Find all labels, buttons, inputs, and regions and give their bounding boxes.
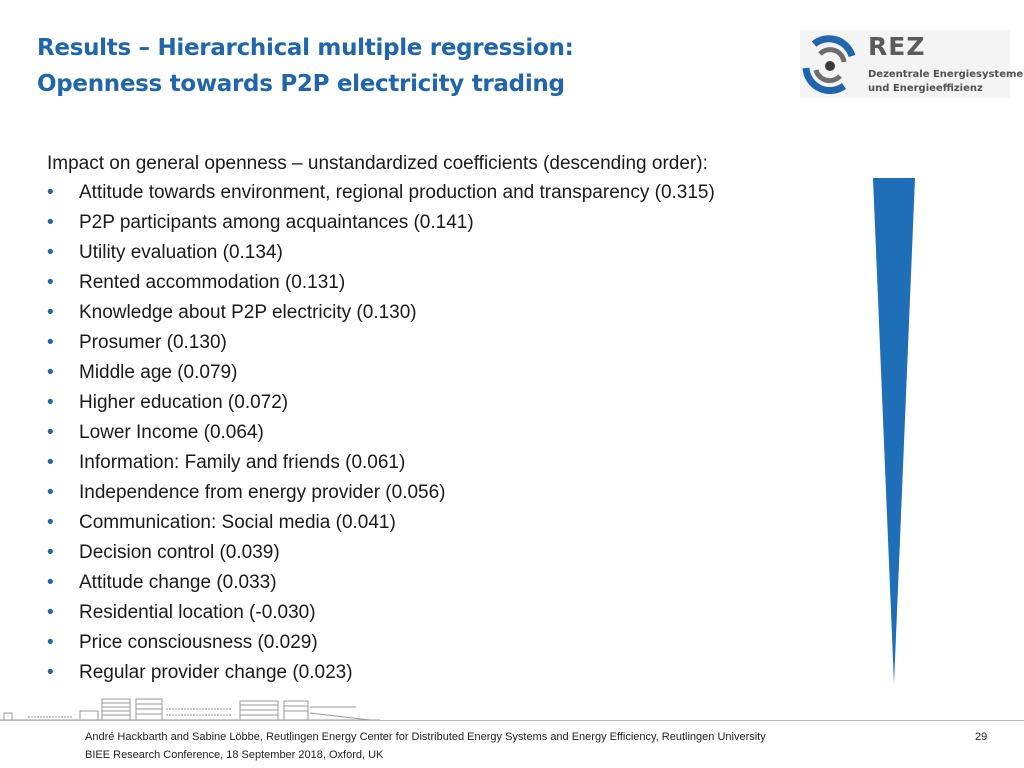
rez-logo xyxy=(800,30,1024,98)
bullet-icon: • xyxy=(47,362,54,383)
page-number: 29 xyxy=(975,731,988,743)
footer-building-pattern xyxy=(0,695,380,721)
bullet-icon: • xyxy=(47,632,54,653)
bullet-icon: • xyxy=(47,542,54,563)
bullet-icon: • xyxy=(47,512,54,533)
bullet-icon: • xyxy=(47,182,54,203)
logo-subtitle xyxy=(868,68,1023,96)
coefficient-list xyxy=(47,178,847,688)
logo-name: REZ xyxy=(868,32,926,61)
bullet-icon: • xyxy=(47,332,54,353)
list-item: • Knowledge about P2P electricity (0.130) xyxy=(47,298,847,328)
footer-authors: André Hackbarth and Sabine Löbbe, Reutlingen Energy Center for Distributed Energy Systems and Energy Efficiency, Reutlingen University xyxy=(85,731,766,743)
bullet-icon: • xyxy=(47,452,54,473)
slide-title xyxy=(37,30,573,102)
footer-divider xyxy=(0,720,1024,721)
list-item: • Attitude change (0.033) xyxy=(47,568,847,598)
footer-conference: BIEE Research Conference, 18 September 2018, Oxford, UK xyxy=(85,749,384,761)
list-item: • Regular provider change (0.023) xyxy=(47,658,847,688)
list-item: • Information: Family and friends (0.061) xyxy=(47,448,847,478)
list-item: • Lower Income (0.064) xyxy=(47,418,847,448)
list-item: • Utility evaluation (0.134) xyxy=(47,238,847,268)
bullet-icon: • xyxy=(47,662,54,683)
list-item: • Prosumer (0.130) xyxy=(47,328,847,358)
bullet-icon: • xyxy=(47,482,54,503)
list-item: • Rented accommodation (0.131) xyxy=(47,268,847,298)
logo-subtitle-line-2: und Energieeffizienz xyxy=(868,83,983,94)
bullet-icon: • xyxy=(47,272,54,293)
title-line-2: Openness towards P2P electricity trading xyxy=(37,71,565,97)
rez-swirl-icon xyxy=(800,34,860,94)
bullet-icon: • xyxy=(47,392,54,413)
descending-wedge-graphic xyxy=(870,176,918,688)
list-item: • Higher education (0.072) xyxy=(47,388,847,418)
list-item: • Middle age (0.079) xyxy=(47,358,847,388)
bullet-icon: • xyxy=(47,422,54,443)
title-line-1: Results – Hierarchical multiple regression: xyxy=(37,35,574,61)
bullet-icon: • xyxy=(47,602,54,623)
list-item: • P2P participants among acquaintances (0.141) xyxy=(47,208,847,238)
slide-content xyxy=(47,150,847,688)
bullet-icon: • xyxy=(47,212,54,233)
bullet-icon: • xyxy=(47,242,54,263)
list-item: • Attitude towards environment, regional production and transparency (0.315) xyxy=(47,178,847,208)
intro-text: Impact on general openness – unstandardized coefficients (descending order): xyxy=(47,153,708,174)
list-item: • Communication: Social media (0.041) xyxy=(47,508,847,538)
logo-subtitle-line-1: Dezentrale Energiesysteme xyxy=(868,69,1024,80)
bullet-icon: • xyxy=(47,302,54,323)
list-item: • Independence from energy provider (0.056) xyxy=(47,478,847,508)
bullet-icon: • xyxy=(47,572,54,593)
list-item: • Price consciousness (0.029) xyxy=(47,628,847,658)
list-item: • Residential location (-0.030) xyxy=(47,598,847,628)
footer-text xyxy=(85,728,766,764)
list-item: • Decision control (0.039) xyxy=(47,538,847,568)
